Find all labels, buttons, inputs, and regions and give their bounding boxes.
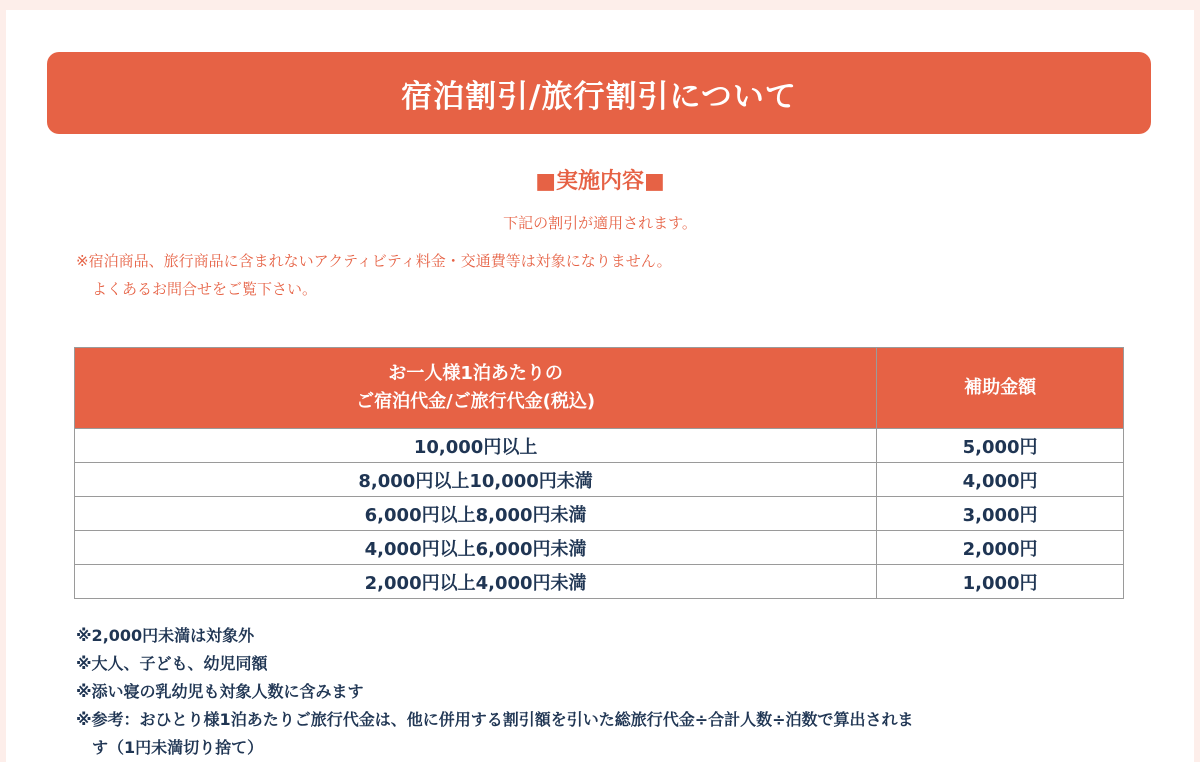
exclusion-note: ※宿泊商品、旅行商品に含まれないアクティビティ料金・交通費等は対象になりません。: [76, 252, 672, 270]
footnote: ※添い寝の乳幼児も対象人数に含みます: [76, 682, 364, 701]
table-header-row: [75, 348, 1124, 429]
footnote: ※2,000円未満は対象外: [76, 626, 255, 645]
subsidy-amount-cell: 1,000円: [877, 565, 1124, 599]
discount-table: [74, 347, 1124, 599]
footnote: ※大人、子ども、幼児同額: [76, 654, 268, 673]
section-heading: ■実施内容■: [535, 169, 665, 194]
content-card: [6, 10, 1194, 762]
price-header-line2: ご宿泊代金/ご旅行代金(税込): [356, 391, 596, 412]
price-header-line1: お一人様1泊あたりの: [388, 363, 563, 384]
table-row: [75, 497, 1124, 531]
lead-text: 下記の割引が適用されます。: [503, 214, 697, 232]
faq-note: よくあるお問合せをご覧下さい。: [92, 280, 318, 298]
table-row: [75, 463, 1124, 497]
subsidy-amount-cell: 3,000円: [877, 497, 1124, 531]
table-row: [75, 429, 1124, 463]
table-row: [75, 531, 1124, 565]
price-range-cell: 4,000円以上6,000円未満: [75, 531, 877, 565]
footnote: ※参考：おひとり様1泊あたりご旅行代金は、他に併用する割引額を引いた総旅行代金÷合計人数÷泊数で算出されま: [76, 710, 914, 729]
price-range-cell: 6,000円以上8,000円未満: [75, 497, 877, 531]
price-range-cell: 10,000円以上: [75, 429, 877, 463]
table-row: [75, 565, 1124, 599]
subsidy-amount-cell: 5,000円: [877, 429, 1124, 463]
subsidy-amount-cell: 4,000円: [877, 463, 1124, 497]
price-column-header: [75, 348, 877, 429]
subsidy-amount-cell: 2,000円: [877, 531, 1124, 565]
price-range-cell: 2,000円以上4,000円未満: [75, 565, 877, 599]
price-range-cell: 8,000円以上10,000円未満: [75, 463, 877, 497]
page-title: 宿泊割引/旅行割引について: [47, 52, 1151, 134]
footnotes: [76, 622, 914, 762]
amount-column-header: 補助金額: [877, 348, 1124, 429]
footnote-continuation: す（1円未満切り捨て）: [92, 738, 264, 757]
